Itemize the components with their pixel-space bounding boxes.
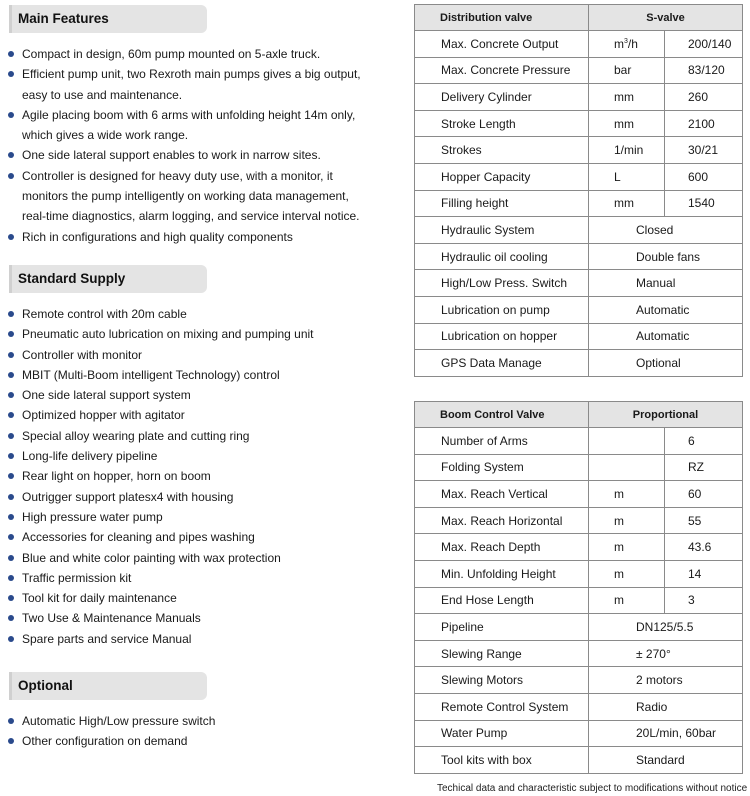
list-item-text: Outrigger support platesx4 with housing	[22, 489, 234, 504]
table-row	[415, 296, 743, 323]
spec-unit: m	[589, 481, 665, 508]
bullet-icon	[8, 372, 14, 378]
spec-unit	[589, 454, 665, 481]
spec-label: Number of Arms	[415, 428, 589, 455]
table-header-row	[415, 5, 743, 31]
table-header-row	[415, 402, 743, 428]
spec-label: GPS Data Manage	[415, 350, 589, 377]
list-item-text: Long-life delivery pipeline	[22, 449, 158, 464]
unit-rest: /h	[627, 36, 638, 51]
spec-label: Remote Control System	[415, 693, 589, 720]
bullet-icon	[8, 718, 14, 724]
list-item-text: Controller with monitor	[22, 347, 143, 362]
bullet-icon	[8, 234, 14, 240]
spec-unit: mm	[589, 110, 665, 137]
table-row	[415, 614, 743, 641]
table-row	[415, 350, 743, 377]
spec-label: Max. Concrete Pressure	[415, 57, 589, 84]
bullet-icon	[8, 433, 14, 439]
pump-spec-table	[414, 4, 743, 377]
bullet-icon	[8, 738, 14, 744]
list-item	[6, 588, 314, 608]
spec-label: Slewing Range	[415, 640, 589, 667]
table-row	[415, 560, 743, 587]
spec-label: Pipeline	[415, 614, 589, 641]
list-item	[6, 324, 314, 344]
table-row	[415, 163, 743, 190]
table-row	[415, 428, 743, 455]
list-item-text: Blue and white color painting with wax protection	[22, 550, 281, 565]
bullet-icon	[8, 112, 14, 118]
list-item-text: Agile placing boom with 6 arms with unfolding height 14m only,	[22, 107, 356, 122]
list-item	[6, 731, 215, 751]
bullet-icon	[8, 494, 14, 500]
table-row	[415, 84, 743, 111]
list-item	[6, 446, 314, 466]
spec-unit: bar	[589, 57, 665, 84]
bullet-icon	[8, 534, 14, 540]
list-item-text: Compact in design, 60m pump mounted on 5-axle truck.	[22, 47, 321, 61]
bullet-icon	[8, 412, 14, 418]
spec-label: Folding System	[415, 454, 589, 481]
spec-value: Radio	[589, 693, 743, 720]
unit-base: m	[614, 36, 624, 51]
list-item	[6, 527, 314, 547]
list-item	[6, 105, 361, 125]
spec-label: Max. Concrete Output	[415, 31, 589, 58]
spec-label: Strokes	[415, 137, 589, 164]
spec-label: Hopper Capacity	[415, 163, 589, 190]
bullet-icon	[8, 51, 14, 57]
spec-label: End Hose Length	[415, 587, 589, 614]
list-item	[6, 466, 314, 486]
table-row	[415, 217, 743, 244]
spec-label: Filling height	[415, 190, 589, 217]
table-row	[415, 747, 743, 774]
table-row	[415, 481, 743, 508]
table-row	[415, 323, 743, 350]
list-item-text: real-time diagnostics, alarm logging, and service interval notice.	[22, 209, 360, 224]
spec-value: Standard	[589, 747, 743, 774]
list-item	[6, 568, 314, 588]
spec-value: 3	[665, 587, 743, 614]
table-row	[415, 587, 743, 614]
bullet-icon	[8, 311, 14, 317]
list-item-text: monitors the pump intelligently on working data management,	[22, 189, 349, 204]
table-row	[415, 534, 743, 561]
list-item	[6, 44, 361, 64]
list-item-text: Two Use & Maintenance Manuals	[22, 611, 201, 626]
spec-label: Water Pump	[415, 720, 589, 747]
list-item-text: easy to use and maintenance.	[22, 87, 183, 102]
list-item	[6, 166, 361, 186]
spec-value: 2100	[665, 110, 743, 137]
spec-value: 14	[665, 560, 743, 587]
list-item	[6, 186, 361, 206]
spec-value: Closed	[589, 217, 743, 244]
table-row	[415, 507, 743, 534]
list-item	[6, 608, 314, 628]
list-item	[6, 85, 361, 105]
list-item	[6, 206, 361, 226]
spec-label: Stroke Length	[415, 110, 589, 137]
list-item-text: Rich in configurations and high quality components	[22, 229, 293, 244]
spec-value: Optional	[589, 350, 743, 377]
spec-value: Manual	[589, 270, 743, 297]
bullet-icon	[8, 555, 14, 561]
bullet-icon	[8, 352, 14, 358]
list-item	[6, 385, 314, 405]
spec-label: Min. Unfolding Height	[415, 560, 589, 587]
list-item-text: One side lateral support enables to work in narrow sites.	[22, 148, 321, 163]
list-item-text: MBIT (Multi-Boom intelligent Technology) control	[22, 367, 280, 382]
table-header-value: S-valve	[589, 5, 743, 31]
list-item	[6, 365, 314, 385]
table-row	[415, 190, 743, 217]
spec-value: 6	[665, 428, 743, 455]
spec-unit: m	[589, 560, 665, 587]
spec-label: Max. Reach Depth	[415, 534, 589, 561]
table-row	[415, 57, 743, 84]
table-row	[415, 137, 743, 164]
spec-unit: mm	[589, 84, 665, 111]
list-item-text: Automatic High/Low pressure switch	[22, 714, 216, 728]
table-row	[415, 243, 743, 270]
spec-unit	[589, 31, 665, 58]
table-row	[415, 454, 743, 481]
list-item-text: Efficient pump unit, two Rexroth main pumps gives a big output,	[22, 67, 361, 82]
list-item	[6, 548, 314, 568]
boom-spec-table	[414, 401, 743, 774]
spec-label: Lubrication on hopper	[415, 323, 589, 350]
spec-value: DN125/5.5	[589, 614, 743, 641]
spec-label: Max. Reach Vertical	[415, 481, 589, 508]
spec-value: Automatic	[589, 296, 743, 323]
table-row	[415, 667, 743, 694]
bullet-icon	[8, 636, 14, 642]
spec-label: Delivery Cylinder	[415, 84, 589, 111]
list-item-text: Other configuration on demand	[22, 734, 188, 749]
bullet-icon	[8, 453, 14, 459]
standard-supply-heading: Standard Supply	[9, 265, 207, 293]
list-item	[6, 711, 215, 731]
list-item	[6, 507, 314, 527]
list-item-text: Rear light on hopper, horn on boom	[22, 469, 211, 484]
list-item-text: High pressure water pump	[22, 509, 163, 524]
spec-unit: m	[589, 534, 665, 561]
optional-heading: Optional	[9, 672, 207, 700]
main-features-heading: Main Features	[9, 5, 207, 33]
spec-value: 55	[665, 507, 743, 534]
spec-value: 83/120	[665, 57, 743, 84]
bullet-icon	[8, 173, 14, 179]
spec-value: ± 270°	[589, 640, 743, 667]
spec-label: Slewing Motors	[415, 667, 589, 694]
list-item	[6, 405, 314, 425]
list-item-text: Remote control with 20m cable	[22, 307, 187, 321]
spec-unit	[589, 428, 665, 455]
bullet-icon	[8, 575, 14, 581]
spec-unit: 1/min	[589, 137, 665, 164]
spec-label: Tool kits with box	[415, 747, 589, 774]
spec-value: Automatic	[589, 323, 743, 350]
table-header-label: Distribution valve	[415, 5, 589, 31]
spec-value: 200/140	[665, 31, 743, 58]
list-item-text: Traffic permission kit	[22, 570, 132, 585]
list-item-text: Special alloy wearing plate and cutting ring	[22, 428, 250, 443]
bullet-icon	[8, 514, 14, 520]
bullet-icon	[8, 71, 14, 77]
spec-label: High/Low Press. Switch	[415, 270, 589, 297]
list-item	[6, 629, 314, 649]
standard-supply-list	[6, 304, 314, 649]
spec-label: Max. Reach Horizontal	[415, 507, 589, 534]
list-item	[6, 227, 361, 247]
bullet-icon	[8, 392, 14, 398]
list-item	[6, 125, 361, 145]
optional-list	[6, 711, 215, 752]
table-row	[415, 693, 743, 720]
spec-value: 20L/min, 60bar	[589, 720, 743, 747]
table-header-label: Boom Control Valve	[415, 402, 589, 428]
list-item	[6, 487, 314, 507]
spec-unit: L	[589, 163, 665, 190]
spec-value: 260	[665, 84, 743, 111]
spec-value: Double fans	[589, 243, 743, 270]
spec-value: 60	[665, 481, 743, 508]
bullet-icon	[8, 595, 14, 601]
table-row	[415, 31, 743, 58]
spec-value: 2 motors	[589, 667, 743, 694]
table-row	[415, 720, 743, 747]
spec-label: Hydraulic oil cooling	[415, 243, 589, 270]
spec-unit: mm	[589, 190, 665, 217]
bullet-icon	[8, 152, 14, 158]
table-row	[415, 640, 743, 667]
spec-value: 1540	[665, 190, 743, 217]
list-item-text: Optimized hopper with agitator	[22, 408, 185, 423]
footnote: Techical data and characteristic subject to modifications without notice	[437, 783, 748, 794]
list-item	[6, 345, 314, 365]
spec-unit: m	[589, 507, 665, 534]
list-item-text: which gives a wide work range.	[22, 128, 189, 143]
table-row	[415, 270, 743, 297]
main-features-list	[6, 44, 361, 247]
spec-label: Hydraulic System	[415, 217, 589, 244]
spec-unit: m	[589, 587, 665, 614]
unit-superscript: 3	[624, 37, 628, 45]
table-header-value: Proportional	[589, 402, 743, 428]
list-item-text: Spare parts and service Manual	[22, 631, 192, 646]
spec-value: 43.6	[665, 534, 743, 561]
list-item-text: Pneumatic auto lubrication on mixing and pumping unit	[22, 327, 314, 342]
spec-value: RZ	[665, 454, 743, 481]
list-item-text: One side lateral support system	[22, 388, 191, 403]
bullet-icon	[8, 473, 14, 479]
spec-label: Lubrication on pump	[415, 296, 589, 323]
bullet-icon	[8, 615, 14, 621]
list-item-text: Tool kit for daily maintenance	[22, 591, 177, 606]
table-row	[415, 110, 743, 137]
list-item	[6, 64, 361, 84]
list-item-text: Controller is designed for heavy duty use, with a monitor, it	[22, 168, 333, 183]
spec-value: 30/21	[665, 137, 743, 164]
list-item	[6, 304, 314, 324]
bullet-icon	[8, 331, 14, 337]
list-item	[6, 426, 314, 446]
list-item-text: Accessories for cleaning and pipes washing	[22, 530, 255, 545]
list-item	[6, 145, 361, 165]
spec-value: 600	[665, 163, 743, 190]
